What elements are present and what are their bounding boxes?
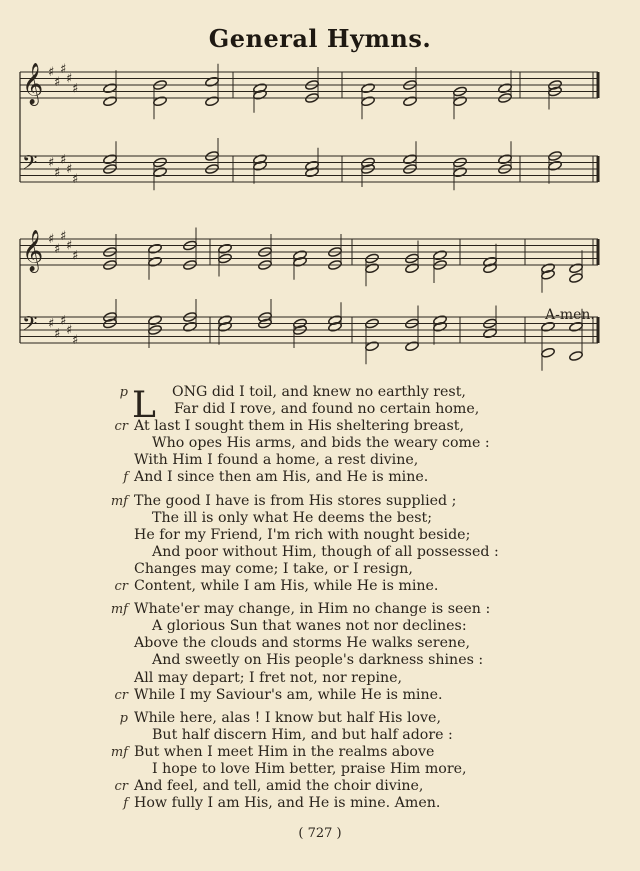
line-text: Changes may come; I take, or I resign, [134, 560, 413, 577]
music-score-system-2 [0, 225, 640, 375]
line-text: How fully I am His, and He is mine. Amen. [134, 795, 441, 812]
line-text: At last I sought them in His sheltering breast, [134, 418, 464, 435]
line-text: And I since then am His, and He is mine. [134, 469, 429, 486]
line-text: A glorious Sun that wanes not nor declines: [152, 618, 467, 635]
sharp-icon: ♯ [54, 74, 61, 90]
verse-line [0, 435, 640, 452]
sharp-icon: ♯ [48, 316, 55, 332]
line-text: Whate'er may change, in Him no change is seen : [134, 601, 491, 618]
sharp-icon: ♯ [48, 232, 55, 247]
line-text: While here, alas ! I know but half His love, [134, 709, 441, 726]
verse-line [0, 384, 640, 401]
half-note [365, 341, 380, 352]
dynamic-mark: mf [110, 744, 128, 760]
hymn-verses [0, 384, 640, 818]
line-text: And poor without Him, though of all possessed : [152, 543, 499, 560]
half-note [405, 263, 420, 274]
treble-clef-icon: 𝄞 [22, 63, 44, 105]
verse-line [0, 401, 640, 418]
line-text: He for my Friend, I'm rich with nought beside; [134, 526, 471, 543]
verse-line [0, 418, 640, 435]
stanza-1 [0, 384, 640, 487]
half-note [205, 76, 220, 87]
line-text: But half discern Him, and but half adore : [152, 726, 453, 743]
line-text: With Him I found a home, a rest divine, [134, 452, 419, 469]
half-note [205, 96, 220, 107]
dynamic-mark: cr [114, 779, 128, 795]
half-note [103, 96, 118, 107]
verse-line [0, 652, 640, 669]
half-note [453, 167, 468, 178]
verse-line [0, 635, 640, 652]
half-note [218, 243, 233, 254]
line-text: Above the clouds and storms He walks serene, [134, 635, 471, 652]
sharp-icon: ♯ [60, 228, 67, 244]
line-text: The good I have is from His stores supplied ; [134, 492, 457, 509]
sharp-icon: ♯ [48, 155, 55, 171]
half-note [498, 154, 513, 165]
half-note [569, 350, 584, 361]
line-text: Far did I rove, and found no certain home, [174, 401, 480, 418]
line-text: The ill is only what He deems the best; [152, 509, 433, 526]
half-note [403, 96, 418, 107]
verse-line [0, 710, 640, 727]
sharp-icon: ♯ [66, 71, 73, 87]
sharp-icon: ♯ [60, 61, 67, 77]
verse-line [0, 527, 640, 544]
treble-clef-icon: 𝄞 [22, 230, 44, 272]
page-number: ( 727 ) [298, 826, 342, 841]
line-text: But when I meet Him in the realms above [134, 743, 435, 760]
line-text: I hope to love Him better, praise Him more, [152, 760, 467, 777]
half-note [548, 160, 563, 171]
half-note [569, 263, 584, 274]
half-note [183, 321, 198, 332]
dynamic-mark: cr [114, 687, 128, 703]
drop-cap: L [132, 385, 156, 426]
half-note [103, 83, 118, 94]
sharp-icon: ♯ [60, 313, 67, 329]
half-note [541, 347, 556, 358]
bass-clef-icon: 𝄢 [22, 150, 38, 179]
line-text: All may depart; I fret not, nor repine, [134, 669, 403, 686]
half-note [403, 154, 418, 165]
half-note [361, 96, 376, 107]
line-text: And feel, and tell, amid the choir divine, [134, 778, 424, 795]
line-text: Content, while I am His, while He is mine. [134, 578, 439, 595]
sharp-icon: ♯ [66, 323, 73, 338]
sharp-icon: ♯ [60, 152, 67, 168]
half-note [148, 256, 163, 267]
verse-line [0, 510, 640, 527]
page-title: General Hymns. [208, 24, 432, 53]
verse-line [0, 618, 640, 635]
verse-line [0, 727, 640, 744]
sharp-icon: ♯ [48, 65, 55, 80]
dynamic-mark: mf [110, 493, 128, 509]
verse-line [0, 761, 640, 778]
half-note [569, 272, 584, 283]
verse-line [0, 744, 640, 761]
verse-line [0, 795, 640, 812]
dynamic-mark: mf [110, 602, 128, 618]
half-note [361, 83, 376, 94]
dynamic-mark: cr [114, 579, 128, 595]
verse-line [0, 601, 640, 618]
music-score-system-1 [0, 56, 640, 216]
bass-clef-icon: 𝄢 [22, 311, 38, 340]
line-text: ONG did I toil, and knew no earthly rest, [172, 384, 466, 400]
half-note [453, 96, 468, 107]
dynamic-mark: p [119, 710, 128, 726]
stanza-3 [0, 601, 640, 704]
sharp-icon: ♯ [72, 248, 79, 264]
half-note [148, 243, 163, 254]
sharp-icon: ♯ [66, 162, 73, 177]
amen-label: A-men. [545, 307, 595, 323]
sharp-icon: ♯ [66, 238, 73, 254]
stanza-4 [0, 710, 640, 813]
verse-line [0, 687, 640, 704]
verse-line [0, 544, 640, 561]
half-note [433, 250, 448, 261]
verse-line [0, 493, 640, 510]
half-note [365, 263, 380, 274]
dynamic-mark: cr [114, 419, 128, 435]
dynamic-mark: f [123, 796, 128, 812]
sharp-icon: ♯ [72, 81, 79, 97]
stanza-2 [0, 493, 640, 596]
dynamic-mark: p [119, 385, 128, 400]
half-note [483, 328, 498, 339]
line-text: While I my Saviour's am, while He is mine. [134, 686, 443, 703]
verse-line [0, 561, 640, 578]
verse-line [0, 578, 640, 595]
half-note [405, 341, 420, 352]
verse-line [0, 452, 640, 469]
verse-line [0, 469, 640, 486]
dynamic-mark: f [123, 470, 128, 486]
sharp-icon: ♯ [54, 165, 61, 181]
line-text: And sweetly on His people's darkness shines : [152, 652, 484, 669]
sharp-icon: ♯ [72, 332, 79, 348]
half-note [103, 154, 118, 165]
verse-line [0, 670, 640, 687]
sharp-icon: ♯ [54, 326, 61, 342]
verse-line [0, 778, 640, 795]
half-note [153, 167, 168, 178]
sharp-icon: ♯ [54, 241, 61, 257]
half-note [153, 96, 168, 107]
line-text: Who opes His arms, and bids the weary come : [152, 435, 490, 452]
sharp-icon: ♯ [72, 171, 79, 187]
half-note [148, 315, 163, 326]
half-note [498, 83, 513, 94]
